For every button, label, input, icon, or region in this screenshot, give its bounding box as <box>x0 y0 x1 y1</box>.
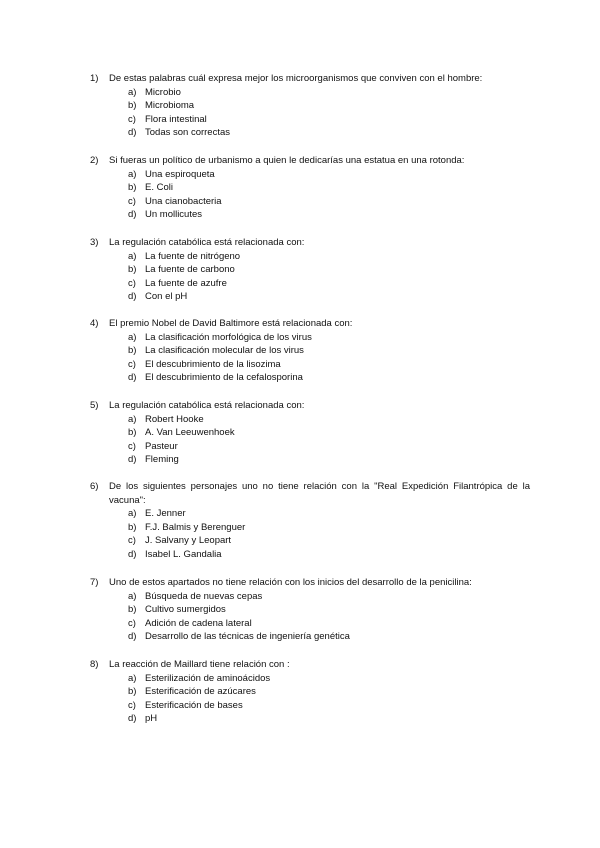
option-b <box>128 426 530 440</box>
option-d <box>128 630 530 644</box>
option-list <box>90 168 530 222</box>
option-list <box>90 507 530 561</box>
option-text: Todas son correctas <box>145 127 231 139</box>
option-letter: a) <box>128 508 137 520</box>
option-list <box>90 590 530 644</box>
question-5 <box>90 399 530 467</box>
option-letter: c) <box>128 440 136 452</box>
question-8 <box>90 658 530 726</box>
question-text: De estas palabras cuál expresa mejor los microorganismos que conviven con el hombre: <box>109 73 483 84</box>
option-b <box>128 181 530 195</box>
option-text: Una cianobacteria <box>145 195 222 207</box>
option-letter: b) <box>128 345 137 357</box>
option-c <box>128 195 530 209</box>
question-text: La reacción de Maillard tiene relación con : <box>109 659 290 670</box>
question-text: El premio Nobel de David Baltimore está relacionada con: <box>109 318 353 329</box>
option-text: Con el pH <box>145 291 188 303</box>
option-c <box>128 534 530 548</box>
option-d <box>128 126 530 140</box>
option-a <box>128 331 530 345</box>
option-letter: c) <box>128 277 136 289</box>
option-letter: a) <box>128 86 137 98</box>
question-text: Uno de estos apartados no tiene relación con los inicios del desarrollo de la penicilina: <box>109 577 472 588</box>
option-text: Esterificación de bases <box>145 699 243 711</box>
option-letter: b) <box>128 264 137 276</box>
option-text: A. Van Leeuwenhoek <box>145 427 235 439</box>
option-c <box>128 358 530 372</box>
option-list <box>90 86 530 140</box>
option-letter: d) <box>128 127 137 139</box>
option-list <box>90 250 530 304</box>
question-text: De los siguientes personajes uno no tiene relación con la "Real Expedición Filantrópica de la vacuna": <box>109 481 530 506</box>
question-number: 3) <box>90 237 99 248</box>
option-letter: d) <box>128 372 137 384</box>
option-letter: b) <box>128 427 137 439</box>
option-a <box>128 86 530 100</box>
option-letter: d) <box>128 291 137 303</box>
question-6 <box>90 480 530 562</box>
option-d <box>128 290 530 304</box>
option-text: Pasteur <box>145 440 178 452</box>
option-letter: b) <box>128 182 137 194</box>
option-text: Flora intestinal <box>145 113 207 125</box>
option-text: Microbio <box>145 86 181 98</box>
option-d <box>128 712 530 726</box>
option-text: Desarrollo de las técnicas de ingeniería genética <box>145 631 350 643</box>
question-text: La regulación catabólica está relacionada con: <box>109 400 305 411</box>
option-c <box>128 440 530 454</box>
option-letter: a) <box>128 590 137 602</box>
option-letter: d) <box>128 548 137 560</box>
option-list <box>90 413 530 467</box>
option-letter: a) <box>128 331 137 343</box>
option-a <box>128 413 530 427</box>
option-text: E. Jenner <box>145 508 186 520</box>
option-b <box>128 685 530 699</box>
option-text: Fleming <box>145 454 179 466</box>
option-letter: b) <box>128 686 137 698</box>
option-text: J. Salvany y Leopart <box>145 535 232 547</box>
option-text: Cultivo sumergidos <box>145 604 226 616</box>
option-d <box>128 208 530 222</box>
question-text: La regulación catabólica está relacionada con: <box>109 237 305 248</box>
option-letter: a) <box>128 250 137 262</box>
option-text: La fuente de carbono <box>145 264 235 276</box>
option-c <box>128 617 530 631</box>
option-text: La fuente de nitrógeno <box>145 250 241 262</box>
option-text: Búsqueda de nuevas cepas <box>145 590 263 602</box>
question-number: 7) <box>90 577 99 588</box>
option-letter: b) <box>128 604 137 616</box>
question-text: Si fueras un político de urbanismo a quien le dedicarías una estatua en una rotonda: <box>109 155 465 166</box>
option-text: El descubrimiento de la cefalosporina <box>145 372 303 384</box>
option-text: La clasificación morfológica de los virus <box>145 331 312 343</box>
option-a <box>128 672 530 686</box>
option-d <box>128 371 530 385</box>
option-b <box>128 99 530 113</box>
question-4 <box>90 317 530 385</box>
option-text: Esterificación de azúcares <box>145 686 256 698</box>
option-text: Una espiroqueta <box>145 168 215 180</box>
option-a <box>128 250 530 264</box>
question-number: 8) <box>90 659 99 670</box>
option-text: pH <box>145 713 158 725</box>
option-letter: a) <box>128 168 137 180</box>
question-1 <box>90 72 530 140</box>
option-text: Esterilización de aminoácidos <box>145 672 271 684</box>
option-list <box>90 331 530 385</box>
option-letter: c) <box>128 113 136 125</box>
option-text: Adición de cadena lateral <box>145 617 252 629</box>
option-list <box>90 672 530 726</box>
option-d <box>128 453 530 467</box>
option-text: La clasificación molecular de los virus <box>145 345 304 357</box>
option-b <box>128 603 530 617</box>
option-letter: c) <box>128 535 136 547</box>
option-c <box>128 113 530 127</box>
option-a <box>128 168 530 182</box>
option-letter: c) <box>128 195 136 207</box>
option-text: Robert Hooke <box>145 413 204 425</box>
option-letter: d) <box>128 454 137 466</box>
option-letter: a) <box>128 413 137 425</box>
option-letter: d) <box>128 713 137 725</box>
option-b <box>128 521 530 535</box>
option-text: Isabel L. Gandalia <box>145 548 222 560</box>
question-number: 6) <box>90 481 99 492</box>
option-b <box>128 344 530 358</box>
option-text: E. Coli <box>145 182 173 194</box>
option-letter: c) <box>128 699 136 711</box>
option-letter: b) <box>128 521 137 533</box>
option-letter: c) <box>128 617 136 629</box>
option-letter: b) <box>128 100 137 112</box>
option-letter: d) <box>128 209 137 221</box>
option-c <box>128 699 530 713</box>
option-letter: a) <box>128 672 137 684</box>
option-letter: d) <box>128 631 137 643</box>
question-7 <box>90 576 530 644</box>
option-d <box>128 548 530 562</box>
question-number: 4) <box>90 318 99 329</box>
question-number: 2) <box>90 155 99 166</box>
option-text: La fuente de azufre <box>145 277 227 289</box>
question-3 <box>90 236 530 304</box>
question-number: 5) <box>90 400 99 411</box>
option-letter: c) <box>128 358 136 370</box>
question-2 <box>90 154 530 222</box>
option-text: Microbioma <box>145 100 195 112</box>
option-c <box>128 277 530 291</box>
option-a <box>128 507 530 521</box>
option-text: F.J. Balmis y Berenguer <box>145 521 246 533</box>
option-b <box>128 263 530 277</box>
question-number: 1) <box>90 73 99 84</box>
option-text: El descubrimiento de la lisozima <box>145 358 281 370</box>
option-text: Un mollicutes <box>145 209 203 221</box>
option-a <box>128 590 530 604</box>
